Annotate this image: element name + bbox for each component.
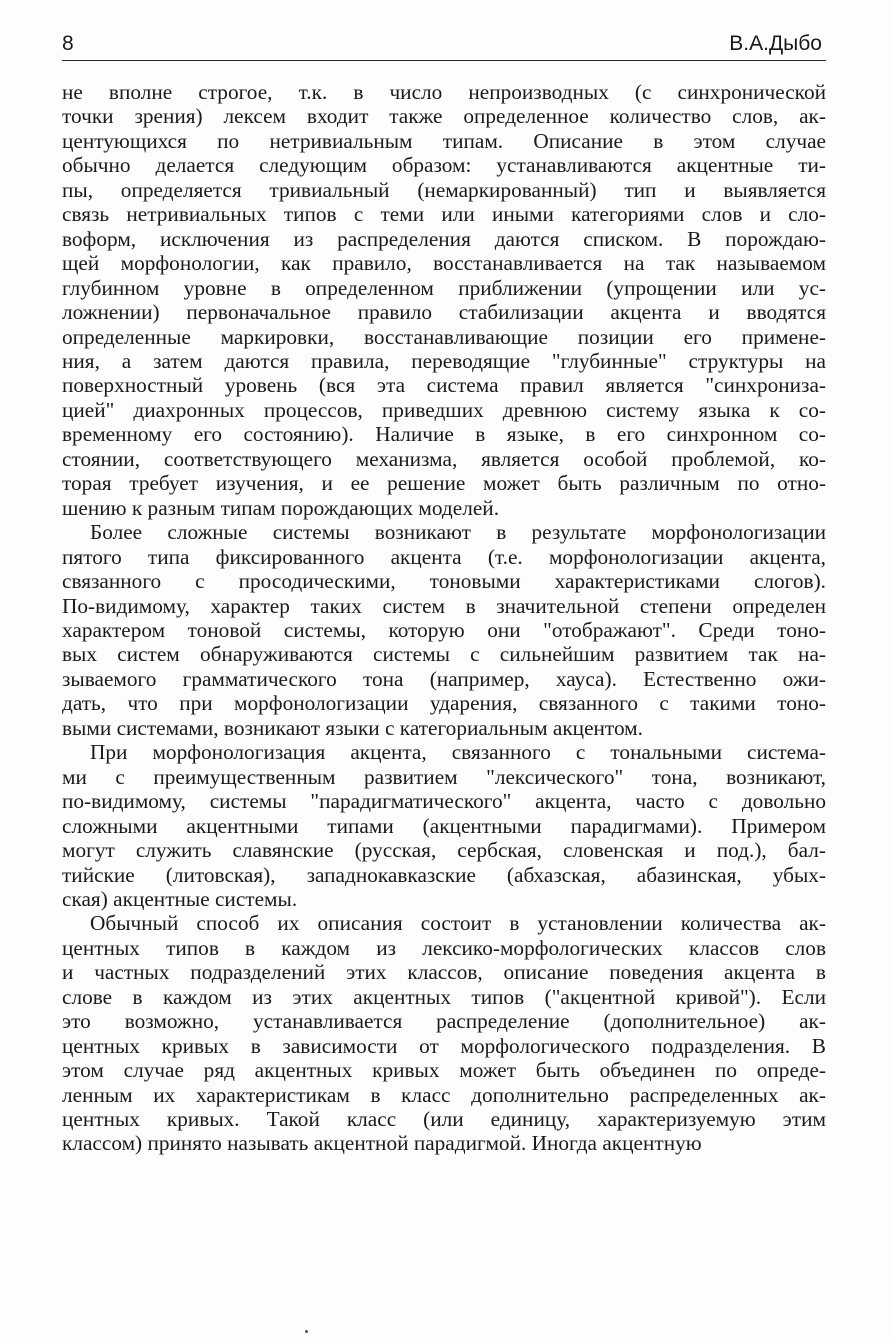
body-text: [62, 80, 826, 1156]
paragraph: [62, 520, 826, 740]
text-line: стоянии, соответствующего механизма, является особой проблемой, ко-: [62, 446, 826, 471]
text-line: слове в каждом из этих акцентных типов ("акцентной кривой"). Если: [62, 984, 826, 1009]
text-line: центующихся по нетривиальным типам. Описание в этом случае: [62, 128, 826, 153]
running-author: В.А.Дыбо: [729, 32, 822, 55]
text-line: При морфонологизация акцента, связанного с тональными система-: [90, 740, 826, 765]
text-line: не вполне строгое, т.к. в число непроизводных (с синхронической: [62, 80, 826, 104]
running-head: [62, 30, 826, 61]
paragraph: [62, 911, 826, 1156]
text-line: могут служить славянские (русская, сербская, словенская и под.), бал-: [62, 838, 826, 863]
text-line: шению к разным типам порождающих моделей.: [62, 495, 500, 520]
print-speck: [305, 1330, 308, 1333]
text-line: пы, определяется тривиальный (немаркированный) тип и выявляется: [62, 177, 826, 202]
page-number: 8: [62, 32, 74, 55]
text-line: ложнении) первоначальное правило стабилизации акцента и вводятся: [62, 300, 826, 325]
text-line: связь нетривиальных типов с теми или иными категориями слов и сло-: [62, 202, 826, 227]
text-line: это возможно, устанавливается распределение (дополнительное) ак-: [62, 1009, 826, 1034]
text-line: Обычный способ их описания состоит в установлении количества ак-: [90, 911, 826, 936]
text-line: По-видимому, характер таких систем в значительной степени определен: [62, 593, 826, 618]
text-line: обычно делается следующим образом: устанавливаются акцентные ти-: [62, 153, 826, 178]
text-line: связанного с просодическими, тоновыми характеристиками слогов).: [62, 569, 826, 594]
text-line: воформ, исключения из распределения даются списком. В порождаю-: [62, 226, 826, 251]
paragraph: [62, 80, 826, 520]
text-line: зываемого грамматического тона (например, хауса). Естественно ожи-: [62, 666, 826, 691]
text-line: цией" диахронных процессов, приведших древнюю систему языка к со-: [62, 397, 826, 422]
text-line: вых систем обнаруживаются системы с сильнейшим развитием так на-: [62, 642, 826, 667]
text-line: ми с преимущественным развитием "лексического" тона, возникают,: [62, 764, 826, 789]
text-line: торая требует изучения, и ее решение может быть различным по отно-: [62, 471, 826, 496]
text-line: щей морфонологии, как правило, восстанавливается на так называемом: [62, 251, 826, 276]
text-line: классом) принято называть акцентной парадигмой. Иногда акцентную: [62, 1131, 702, 1156]
text-line: сложными акцентными типами (акцентными парадигмами). Примером: [62, 813, 826, 838]
text-line: ния, а затем даются правила, переводящие "глубинные" структуры на: [62, 348, 826, 373]
text-line: пятого типа фиксированного акцента (т.е. морфонологизации акцента,: [62, 544, 826, 569]
text-line: определенные маркировки, восстанавливающие позиции его примене-: [62, 324, 826, 349]
text-line: точки зрения) лексем входит также определенное количество слов, ак-: [62, 104, 826, 129]
text-line: центных кривых в зависимости от морфологического подразделения. В: [62, 1033, 826, 1058]
text-line: центных типов в каждом из лексико-морфологических классов слов: [62, 935, 826, 960]
text-line: ленным их характеристикам в класс дополнительно распределенных ак-: [62, 1082, 826, 1107]
text-line: тийские (литовская), западнокавказские (абхазская, абазинская, убых-: [62, 862, 826, 887]
text-line: дать, что при морфонологизации ударения, связанного с такими тоно-: [62, 691, 826, 716]
text-line: и частных подразделений этих классов, описание поведения акцента в: [62, 960, 826, 985]
text-line: поверхностный уровень (вся эта система правил является "синхрониза-: [62, 373, 826, 398]
text-line: центных кривых. Такой класс (или единицу, характеризуемую этим: [62, 1107, 826, 1132]
paragraph: [62, 740, 826, 911]
text-line: этом случае ряд акцентных кривых может быть объединен по опреде-: [62, 1058, 826, 1083]
text-line: Более сложные системы возникают в результате морфонологизации: [90, 520, 826, 545]
text-line: выми системами, возникают языки с категориальным акцентом.: [62, 715, 643, 740]
text-line: ская) акцентные системы.: [62, 886, 298, 911]
text-line: характером тоновой системы, которую они "отображают". Среди тоно-: [62, 617, 826, 642]
text-line: глубинном уровне в определенном приближении (упрощении или ус-: [62, 275, 826, 300]
text-line: временному его состоянию). Наличие в языке, в его синхронном со-: [62, 422, 826, 447]
text-line: по-видимому, системы "парадигматического" акцента, часто с довольно: [62, 789, 826, 814]
